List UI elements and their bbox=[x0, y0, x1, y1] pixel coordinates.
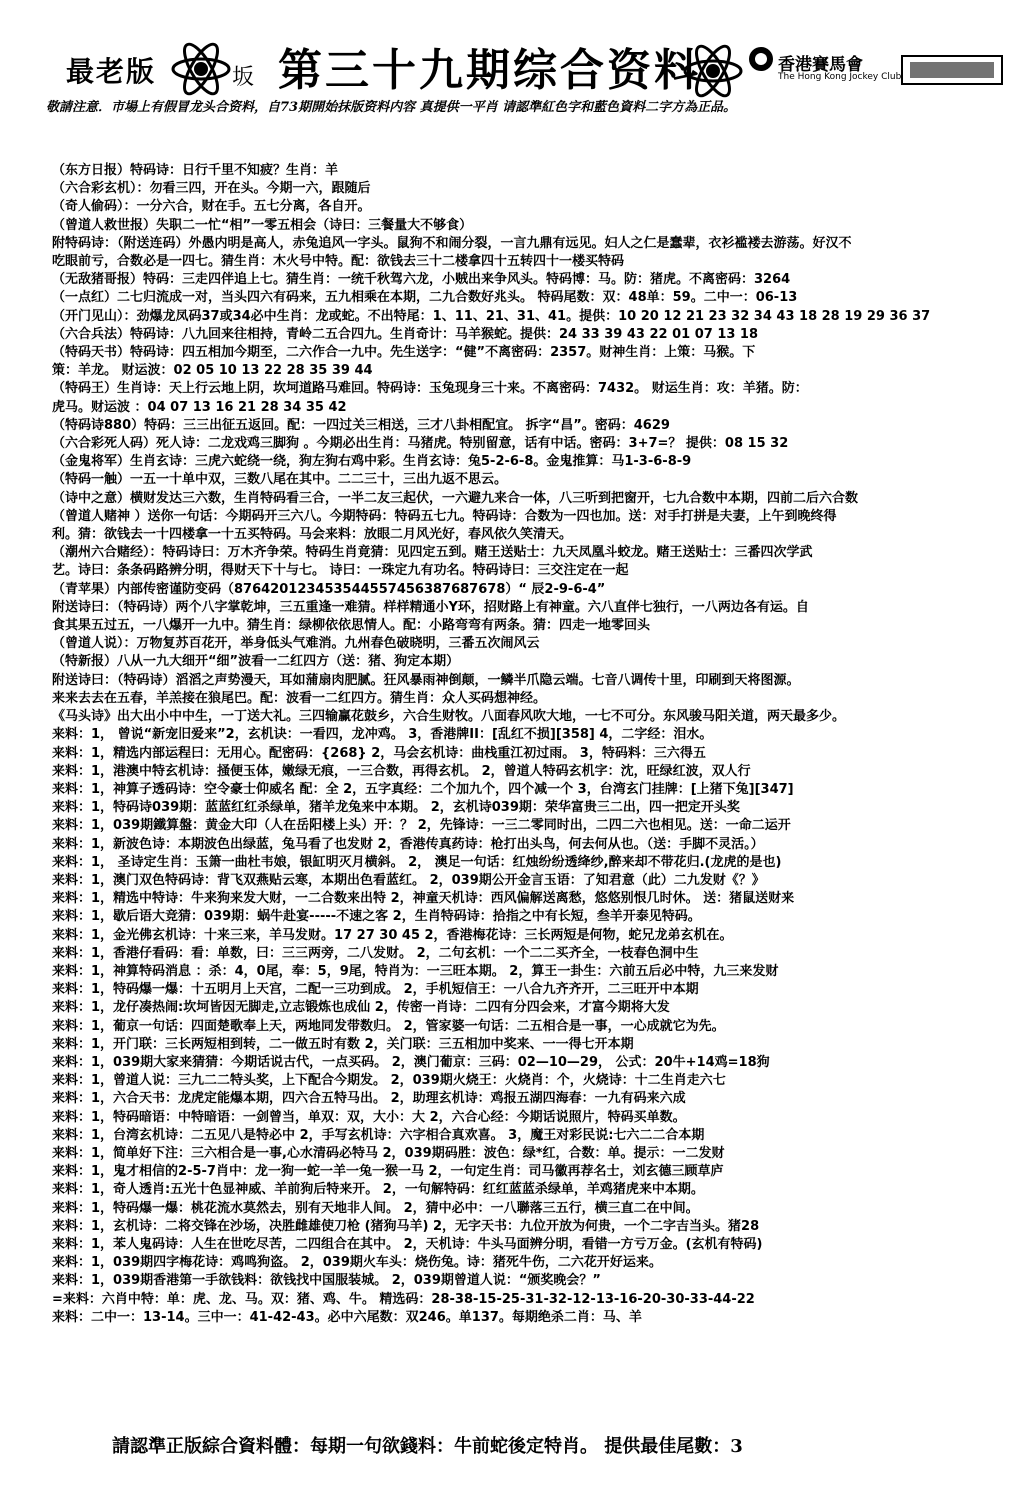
info-line: 附送诗曰：（特码诗）两个八字掌乾坤，三五重逢一难猜。样样精通小Y环，招财路上有神童。六八直伴七独行，一八两边各有运。自 bbox=[52, 599, 809, 615]
info-line: 来料：1，精选中特诗：牛来狗来发大财，一二合数来出特 2，神童天机诗：西风偏解送离愁，悠悠别恨几时休。 送：猪鼠送财来 bbox=[52, 891, 795, 907]
footer-note: 請認準正版綜合資料體：每期一句欲錢料：牛前蛇後定特肖。 提供最佳尾數：3 bbox=[112, 1436, 743, 1457]
info-line: （无敌猪哥报）特码：三走四伴追上七。猜生肖：一统千秋驾六龙，小贼出来争风头。特码博：马。防：猪虎。不离密码：3264 bbox=[52, 272, 791, 288]
edition-label: 最老版 bbox=[66, 55, 157, 88]
info-line: 来料：1，简单好下注：三六相合是一事,心水清码必特马 2，039期码胜：波色：绿*红，合数：单。提示：一二发财 bbox=[52, 1145, 725, 1161]
info-line: （一点红）二七归流成一对，当头四六有码来，五九相乘在本期，二九合数好兆头。 特码尾数：双：48单：59。二中一：06-13 bbox=[52, 290, 798, 306]
jockey-club-emblem-icon bbox=[748, 46, 774, 72]
info-line: 来料：1，香港仔看码：看：单数，曰：三三两旁，二八发财。 2，二句玄机：一个二二买齐全，一枝春色洞中生 bbox=[52, 945, 699, 961]
info-line: 来料：1， 曾说“新宠旧爱来”2，玄机诀：一看四，龙冲鸡。 3，香港牌II：[乱红不损][358] 4，二字经：泪水。 bbox=[52, 727, 713, 743]
info-line: （东方日报）特码诗：日行千里不知疲？生肖：羊 bbox=[52, 163, 339, 178]
jockey-club-english-name: The Hong Kong Jockey Club bbox=[778, 72, 902, 82]
info-line: （特码天书）特码诗：四五相加今期至，二六作合一九中。先生送字：“健”不离密码：2357。财神生肖：上策：马猴。下 bbox=[52, 345, 756, 361]
authenticity-notice: 敬請注意．市場上有假冒龙头合资料，自73期開始抹版资料内容 真提供一平肖 请認準紅色字和藍色資料二字方為正品。 bbox=[46, 100, 737, 115]
info-line: 来料：1，六合天书：龙虎定能爆本期，四六合五特马出。 2，助理玄机诗：鸡报五湖四海春：一九有码来六成 bbox=[52, 1091, 686, 1107]
info-line: （六合彩死人码）死人诗：二龙戏鸡三脚狗 。今期必出生肖：马猪虎。特别留意，话有中话。密码：3+7=？ 提供：08 15 32 bbox=[52, 436, 789, 452]
info-line: 来料：1，特码爆一爆：十五明月上天宫，二配一三功到成。 2，手机短信王：一八合九齐齐开，二三旺开中本期 bbox=[52, 982, 699, 998]
info-line: 来料：1，台湾玄机诗：二五见八是特必中 2，手写玄机诗：六字相合真欢喜。 3，魔王对彩民说:七六二二合本期 bbox=[52, 1127, 705, 1143]
info-line: 来料：1，玄机诗：二将交锋在沙场，决胜雌雄使刀枪 (猪狗马羊) 2，无字天书：九位开放为何贵，一个二字吉当头。猪28 bbox=[52, 1218, 760, 1234]
info-line: （曾道人救世报）失职二一忙“相”一零五相会（诗曰：三餐量大不够食） bbox=[52, 217, 473, 233]
info-line: 来料：1，澳门双色特码诗：背飞双燕贴云寒，本期出色看蓝红。 2，039期公开金言玉语：了知君意（此）二九发财《？》 bbox=[52, 872, 765, 888]
info-list bbox=[52, 162, 1010, 1327]
info-line: （特码王）生肖诗：天上行云地上阴，坎坷道路马难回。特码诗：玉兔现身三十来。不离密码：7432。 财运生肖：攻：羊猪。防： bbox=[52, 381, 808, 397]
info-line: 来料：1，曾道人说：三九二二特头奖，上下配合今期发。 2，039期火烧王：火烧肖：个，火烧诗：十二生肖走六七 bbox=[52, 1073, 726, 1089]
info-line: 策：羊龙。 财运波：02 05 10 13 22 28 35 39 44 bbox=[52, 363, 373, 379]
info-line: 来来去去在五春，羊羔接在狼尾巴。配：波看一二红四方。猜生肖：众人买码想神经。 bbox=[52, 690, 547, 706]
info-line: 来料：1，039期鐵算盤：黄金大印（人在岳阳楼上头）开：？ 2，先锋诗：一三二零同时出，二四二六也相见。送：一命二运开 bbox=[52, 818, 791, 834]
info-line: 利。猜：欲钱去一十四楼拿一十五买特码。马会来料：放眼二月风光好，春风依久笑清天。 bbox=[52, 527, 573, 543]
header bbox=[0, 0, 1036, 150]
info-line: 来料：1，苯人鬼码诗：人生在世吃尽苦，二四组合在其中。 2，天机诗：牛头马面辨分明，看错一方亏万金。(玄机有特码) bbox=[52, 1236, 763, 1252]
info-line: （曾道人赌神 ）送你一句话：今期码开三六八。今期特码：特码五七九。特码诗：合数为一四也加。送：对手打拼是夫妻，上午到晚终得 bbox=[52, 508, 837, 524]
info-line: 来料：1，新波色诗：本期波色出绿蓝，兔马看了也发财 2，香港传真药诗：枪打出头鸟，何去何从也。（送：手脚不灵活。） bbox=[52, 836, 764, 852]
info-line: 食其果五过五，一八爆开一九中。猜生肖：绿柳依依思情人。配：小路弯弯有两条。猜：四走一地零回头 bbox=[52, 618, 651, 634]
info-line: 来料：1，奇人透肖:五光十色显神威、羊前狗后特来开。 2，一句解特码：红红蓝蓝杀绿单，羊鸡猪虎来中本期。 bbox=[52, 1182, 704, 1198]
info-line: 来料：1，神算子透码诗：空令豪士仰威名 配：全 2，五字真经：二个加九个，四个减一个 3，台湾玄门挂牌：[上猪下兔][347] bbox=[52, 781, 794, 797]
atom-logo-icon-right bbox=[682, 42, 744, 100]
info-line: 来料：1，039期香港第一手欲钱料：欲钱找中国服装城。 2，039期曾道人说：“颁奖晚会？” bbox=[52, 1273, 601, 1289]
info-line: 来料：1，开门联：三长两短相到转，二一做五时有数 2，关门联：三五相加中奖来、一一得七开本期 bbox=[52, 1036, 634, 1052]
info-line: 来料：1，葡京一句话：四面楚歌奉上天，两地同发带数归。 2，管家婆一句话：二五相合是一事，一心成就它为先。 bbox=[52, 1018, 725, 1034]
info-line: 附送诗曰：（特码诗）滔滔之声势漫天，耳如蒲扇肉肥腻。狂风暴雨神倒颠，一鳞半爪隐云端。七音八调传十里，印刷到天将图源。 bbox=[52, 672, 800, 688]
info-line: 附特码诗：（附送连码）外愚内明是高人，赤兔追风一字头。鼠狗不和闹分裂，一言九鼎有远见。妇人之仁是蠢辈，衣衫褴褛去游荡。好汉不 bbox=[52, 235, 852, 251]
info-line: （曾道人说）：万物复苏百花开，举身低头气难消。九州春色破晓明，三番五次闹风云 bbox=[52, 636, 540, 652]
info-line: 来料：1，特码暗语：中特暗语：一剑曾当，单双：双，大小：大 2，六合心经：今期话说照片，特码买单数。 bbox=[52, 1109, 686, 1125]
page-title: 第三十九期综合资料 bbox=[278, 45, 701, 96]
info-line: 来料：1，精选内部运程曰：无用心。配密码：{268} 2，马会玄机诗：曲栈重江初过雨。 3，特码料：三六得五 bbox=[52, 745, 706, 761]
atom-logo-icon bbox=[170, 40, 232, 98]
info-line: 艺。诗曰：条条码路辨分明，得财天下十与七。 诗曰：一珠定九有功名。特码诗曰：三交注定在一起 bbox=[52, 563, 629, 579]
info-line: 来料：1，鬼才相信的2-5-7肖中：龙一狗一蛇一羊一兔一猴一马 2，一句定生肖：司马徽再荐名士，刘玄德三顾草庐 bbox=[52, 1164, 724, 1180]
info-line: 来料：1，歇后语大竞猜：039期：蜗牛赴宴-----不速之客 2，生肖特码诗：拾指之中有长短，叁羊开泰见特码。 bbox=[52, 909, 701, 925]
info-line: 来料：1，特码爆一爆：桃花流水莫然去，别有天地非人间。 2，猜中必中：一八聯落三五行，横三直二在中间。 bbox=[52, 1200, 699, 1216]
info-line: （奇人偷码）：一分六合，财在手。五七分离，各自开。 bbox=[52, 199, 371, 215]
info-line: 来料：1，039期大家来猜猜：今期话说古代，一点买码。 2，澳门葡京：三码：02—10—29， 公式：20牛+14鸡=18狗 bbox=[52, 1054, 770, 1070]
info-line: （开门见山）：劲爆龙凤码37或34必中生肖：龙或蛇。不出特尾：1、11、21、31、41。提供：10 20 12 21 23 32 34 43 18 28 19 29 36 37 bbox=[52, 308, 931, 324]
info-line: 来料：1，港澳中特玄机诗：掻便玉体，嫩绿无痕，一三合数，再得玄机。 2，曾道人特码玄机字：沈，旺绿红波，双人行 bbox=[52, 763, 751, 779]
info-line: 来料：二中一：13-14。三中一：41-42-43。必中六尾数：双246。单137。每期绝杀二肖：马、羊 bbox=[52, 1309, 642, 1325]
info-line: （特新报）八从一九大细开“细”波看一二红四方（送：猪、狗定本期） bbox=[52, 654, 460, 670]
info-line: 吃眼前亏，合数必是一四七。猜生肖：木火号中特。配：欲钱去三十二楼拿四十五转四十一楼买特码 bbox=[52, 254, 625, 270]
jockey-club-name: 香港賽馬會 bbox=[778, 55, 863, 75]
info-line: 来料：1，神算特码消息 ：杀：4，0尾，奉：5，9尾，特肖为：一三旺本期。 2，算王一卦生：六前五后必中特，九三来发财 bbox=[52, 963, 779, 979]
info-line: （六合彩玄机）：勿看三四，开在头。今期一六，跟随后 bbox=[52, 181, 371, 197]
info-line: =来料：六肖中特：单：虎、龙、马。双：猪、鸡、牛。 精选码：28-38-15-25-31-32-12-13-16-20-30-33-44-22 bbox=[52, 1291, 755, 1307]
info-line: 来料：1，039期四字梅花诗：鸡鸣狗盗。 2，039期火车头：烧伤兔。诗：猪死牛伤，二六花开好运来。 bbox=[52, 1255, 662, 1271]
info-line: （六合兵法）特码诗：八九回来往相持，青岭二五合四九。生肖奇计：马羊猴蛇。提供：24 33 39 43 22 01 07 13 18 bbox=[52, 326, 759, 342]
info-line: 来料：1，特码诗039期：蓝蓝红红杀绿单，猪羊龙兔来中本期。 2，玄机诗039期：荣华富贵三二出，四一把定开头奖 bbox=[52, 800, 740, 816]
info-line: （潮州六合赌经）：特码诗曰：万木齐争荣。特码生肖竟猜：见四定五到。赌王送贴士：九天凤凰斗蛟龙。赌王送贴士：三番四次学武 bbox=[52, 545, 813, 561]
info-line: 虎马。财运波 ：04 07 13 16 21 28 34 35 42 bbox=[52, 399, 347, 415]
edition-suffix: 坂 bbox=[232, 65, 255, 90]
info-line: （特码诗880）特码：三三出征五返回。配：一四过关三相送，三才八卦相配宜。 拆字“昌”。密码：4629 bbox=[52, 417, 670, 433]
info-line: 《马头诗》出大出小中中生，一丁送大礼。三四输赢花鼓乡，六合生财牧。八面春风吹大地，一七不可分。东风骏马阳关道，两天最多少。 bbox=[52, 709, 846, 725]
info-line: （特码一触）一五一十单中双，三数八尾在其中。二二三十，三出九返不思云。 bbox=[52, 472, 508, 488]
lottery-stamp-icon bbox=[900, 52, 1010, 88]
info-line: （青苹果）内部传密谨防变码（876420123453544557456387687678）“ 辰2-9-6-4” bbox=[52, 581, 606, 597]
info-line: （诗中之意）横财发达三六数，生肖特码看三合，一半二友三起伏，一六避九来合一体，八三听到把窗开，七九合数中本期，四前二后六合数 bbox=[52, 490, 859, 506]
info-line: 来料：1，金光佛玄机诗：十来三来，羊马发财。17 27 30 45 2，香港梅花诗：三长两短是何物，蛇兄龙弟玄机在。 bbox=[52, 927, 733, 943]
info-line: 来料：1，龙仔凑热闹:坎坷皆因无脚走,立志锻炼也成仙 2，传密一肖诗：二四有分四会来，才富今期将大发 bbox=[52, 1000, 670, 1016]
info-line: 来料：1， 圣诗定生肖：玉箫一曲杜韦娘，银缸明灭月横斜。 2， 澳足一句话：红烛纷纷透绛纱,醉来却不带花归.(龙虎的是也) bbox=[52, 854, 782, 870]
info-line: （金鬼将军）生肖玄诗：三虎六蛇绕一绕，狗左狗右鸡中彩。生肖玄诗：兔5-2-6-8。金鬼推算：马1-3-6-8-9 bbox=[52, 454, 692, 470]
